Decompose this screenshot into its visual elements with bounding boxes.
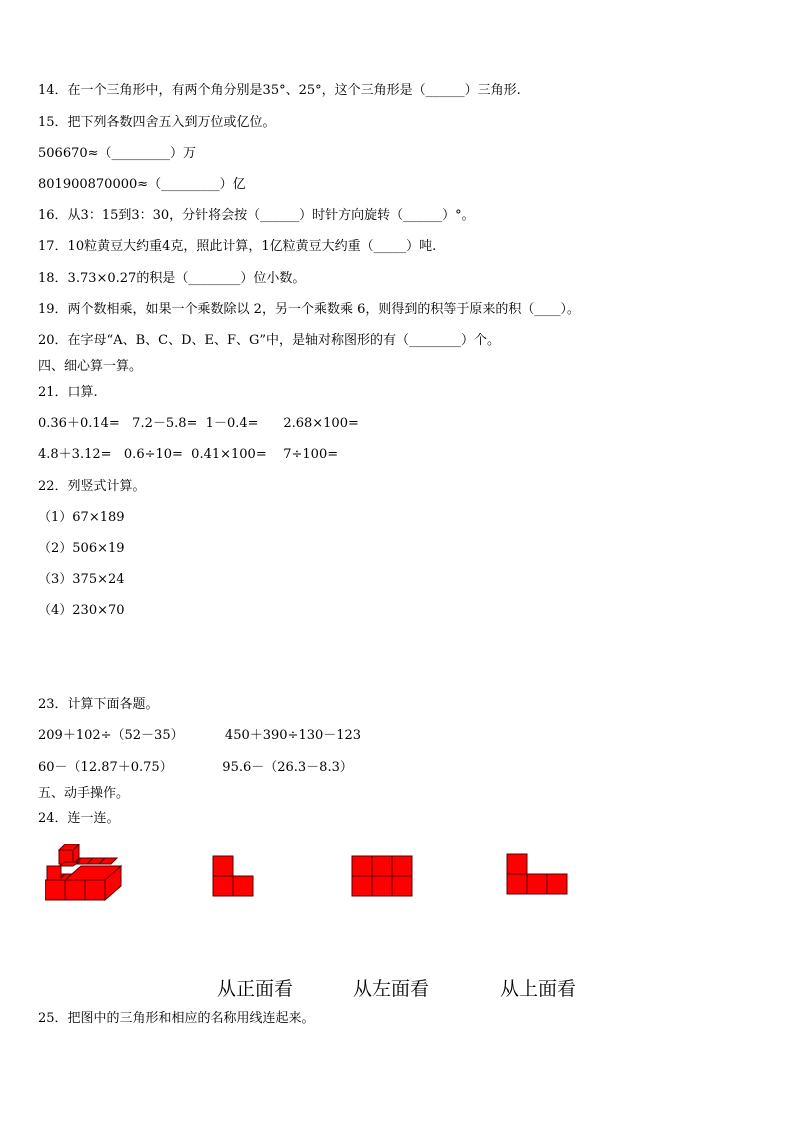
question-21-row-1: 0.36＋0.14= 7.2－5.8= 1－0.4= 2.68×100=: [38, 416, 359, 431]
question-24: 24．连一连。: [38, 811, 120, 826]
cube-stack-3d-icon: [45, 844, 127, 904]
question-16: 16．从3：15到3：30，分针将会按（______）时针方向旋转（______）°。: [38, 208, 475, 223]
question-15-b: 801900870000≈（_________）亿: [38, 177, 246, 192]
question-19: 19．两个数相乘，如果一个乘数除以 2，另一个乘数乘 6，则得到的积等于原来的积（____）。: [38, 302, 580, 317]
view-shape-c-icon: [506, 853, 570, 897]
section-5-heading: 五、动手操作。: [38, 786, 130, 801]
view-label-top: 从上面看: [500, 978, 577, 1000]
question-14: 14．在一个三角形中，有两个角分别是35°、25°，这个三角形是（______）三角形.: [38, 83, 521, 98]
view-shape-b-icon: [351, 855, 415, 899]
question-20: 20．在字母“A、B、C、D、E、F、G”中，是轴对称图形的有（________）个。: [38, 333, 501, 348]
view-label-front: 从正面看: [217, 978, 294, 1000]
question-21-row-2: 4.8＋3.12= 0.6÷10= 0.41×100= 7÷100=: [38, 447, 339, 462]
question-15-a: 506670≈（_________）万: [38, 146, 197, 161]
question-21: 21．口算.: [38, 385, 98, 400]
question-22-1: （1）67×189: [38, 510, 125, 525]
question-22-4: （4）230×70: [38, 603, 125, 618]
question-23-row-2: 60－（12.87＋0.75） 95.6－（26.3－8.3）: [38, 760, 353, 775]
question-18: 18．3.73×0.27的积是（________）位小数。: [38, 271, 306, 286]
question-23-row-1: 209＋102÷（52－35） 450＋390÷130－123: [38, 728, 362, 743]
question-22: 22．列竖式计算。: [38, 479, 146, 494]
question-22-3: （3）375×24: [38, 572, 125, 587]
question-23: 23．计算下面各题。: [38, 697, 159, 712]
question-25: 25．把图中的三角形和相应的名称用线连起来。: [38, 1011, 315, 1026]
section-4-heading: 四、细心算一算。: [38, 359, 143, 374]
view-label-left: 从左面看: [353, 978, 430, 1000]
question-17: 17．10粒黄豆大约重4克，照此计算，1亿粒黄豆大约重（_____）吨.: [38, 239, 437, 254]
question-15: 15．把下列各数四舍五入到万位或亿位。: [38, 115, 276, 130]
question-22-2: （2）506×19: [38, 541, 125, 556]
view-shape-a-icon: [212, 855, 256, 899]
